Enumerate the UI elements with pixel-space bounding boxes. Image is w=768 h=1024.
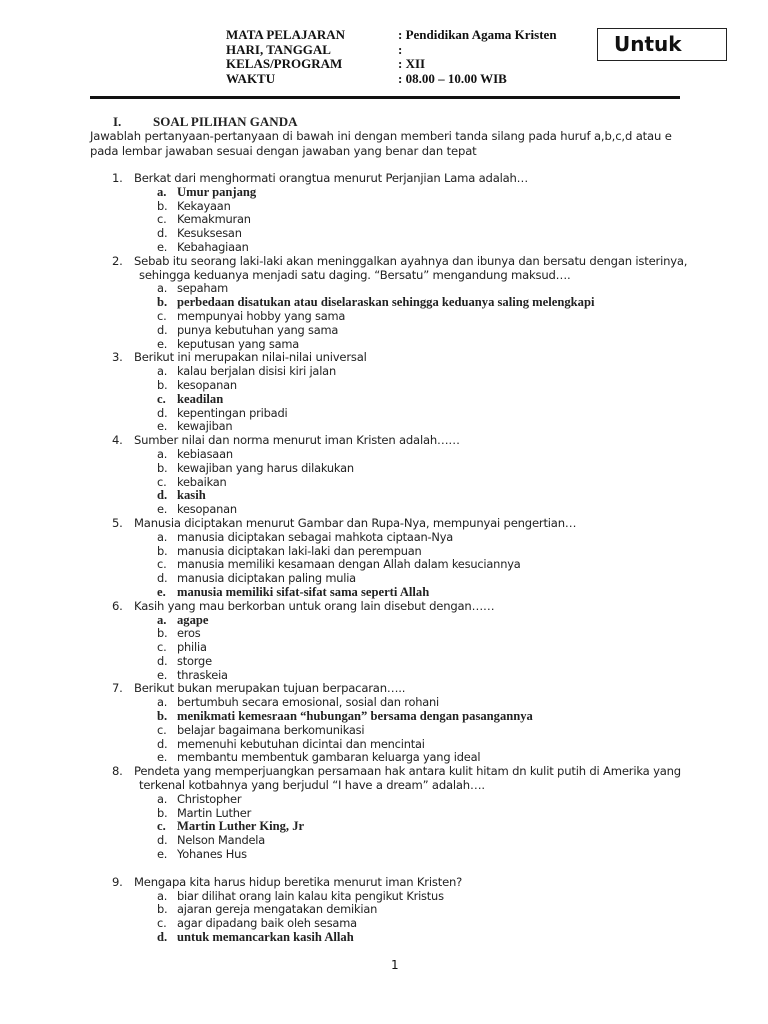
- answer-option: [90, 310, 690, 324]
- answer-option: [90, 503, 690, 517]
- question-number: 7.: [112, 681, 123, 696]
- option-text: Christopher: [177, 791, 242, 806]
- option-letter: b.: [157, 805, 168, 820]
- option-text: memenuhi kebutuhan dicintai dan mencintai: [177, 736, 425, 751]
- answer-option: [90, 751, 690, 765]
- option-text: keadilan: [177, 391, 224, 406]
- question-line: [90, 765, 690, 779]
- question-text: Sebab itu seorang laki-laki akan meninggalkan ayahnya dan ibunya dan bersatu dengan isterinya,: [134, 253, 688, 268]
- option-letter: d.: [157, 322, 168, 337]
- option-text: manusia diciptakan sebagai mahkota ciptaan-Nya: [177, 529, 454, 544]
- option-text: manusia diciptakan laki-laki dan perempuan: [177, 543, 422, 558]
- option-letter: b.: [157, 460, 168, 475]
- option-letter: d.: [157, 833, 168, 848]
- option-letter: e.: [157, 847, 168, 862]
- page-number: 1: [391, 958, 399, 972]
- option-text: kesopanan: [177, 377, 237, 392]
- option-text: manusia memiliki kesamaan dengan Allah dalam kesuciannya: [177, 557, 521, 572]
- answer-option: [90, 669, 690, 683]
- answer-option-correct: [90, 489, 690, 503]
- section-title-text: SOAL PILIHAN GANDA: [153, 114, 298, 129]
- answer-option: [90, 903, 690, 917]
- answer-option: [90, 572, 690, 586]
- question-item: [90, 172, 690, 255]
- answer-option: [90, 558, 690, 572]
- answer-option: [90, 793, 690, 807]
- answer-option: [90, 448, 690, 462]
- answer-option: [90, 227, 690, 241]
- answer-option: [90, 379, 690, 393]
- answer-option: [90, 917, 690, 931]
- header-label: WAKTU: [226, 70, 276, 86]
- question-line: [90, 876, 690, 890]
- option-text: Kemakmuran: [177, 212, 251, 227]
- question-number: 1.: [112, 171, 123, 185]
- option-text: storge: [177, 653, 212, 668]
- header-row-class: [226, 57, 596, 72]
- question-number: 3.: [112, 350, 123, 365]
- answer-option: [90, 724, 690, 738]
- answer-option: [90, 338, 690, 352]
- option-letter: c.: [157, 391, 166, 406]
- option-text: kewajiban: [177, 419, 233, 434]
- option-text: menikmati kemesraan “hubungan” bersama dengan pasangannya: [177, 709, 533, 724]
- question-item: [90, 765, 690, 862]
- question-text: Berikut bukan merupakan tujuan berpacaran…..: [134, 681, 406, 696]
- answer-option-correct: [90, 393, 690, 407]
- answer-option: [90, 200, 690, 214]
- option-letter: b.: [157, 295, 168, 310]
- question-line: [90, 600, 690, 614]
- option-text: Kesuksesan: [177, 226, 242, 241]
- question-text: Pendeta yang memperjuangkan persamaan hak antara kulit hitam dn kulit putih di Amerika yang: [134, 764, 681, 779]
- option-text: Martin Luther: [177, 805, 252, 820]
- option-text: manusia memiliki sifat-sifat sama seperti Allah: [177, 584, 430, 599]
- answer-option-correct: [90, 586, 690, 600]
- option-letter: c.: [157, 916, 167, 931]
- question-line: [90, 517, 690, 531]
- question-text: Mengapa kita harus hidup beretika menurut iman Kristen?: [134, 874, 463, 889]
- option-letter: d.: [157, 930, 168, 945]
- answer-option: [90, 890, 690, 904]
- header-row-date: [226, 43, 596, 58]
- option-text: keputusan yang sama: [177, 336, 300, 351]
- option-letter: d.: [157, 488, 168, 503]
- answer-option: [90, 420, 690, 434]
- option-text: kasih: [177, 488, 206, 503]
- option-letter: d.: [157, 653, 168, 668]
- option-text: kebaikan: [177, 474, 227, 489]
- question-item: [90, 682, 690, 765]
- question-text: Manusia diciptakan menurut Gambar dan Rupa-Nya, mempunyai pengertian…: [134, 515, 577, 530]
- answer-option: [90, 655, 690, 669]
- option-text: perbedaan disatukan atau diselaraskan sehingga keduanya saling melengkapi: [177, 295, 595, 310]
- question-item: [90, 600, 690, 683]
- question-number: 6.: [112, 598, 123, 613]
- question-item: [90, 255, 690, 352]
- section-title: [90, 114, 690, 129]
- answer-option: [90, 462, 690, 476]
- option-text: Nelson Mandela: [177, 833, 266, 848]
- option-letter: e.: [157, 667, 168, 682]
- answer-option: [90, 834, 690, 848]
- answer-option: [90, 213, 690, 227]
- header-label: HARI, TANGGAL: [226, 41, 331, 57]
- option-text: kalau berjalan disisi kiri jalan: [177, 364, 336, 379]
- option-letter: e.: [157, 750, 168, 765]
- option-letter: c.: [157, 212, 167, 227]
- option-text: Martin Luther King, Jr: [177, 819, 305, 834]
- option-letter: a.: [157, 791, 168, 806]
- option-text: kebiasaan: [177, 446, 233, 461]
- answer-option-correct: [90, 820, 690, 834]
- option-text: bertumbuh secara emosional, sosial dan rohani: [177, 695, 440, 710]
- option-letter: e.: [157, 419, 168, 434]
- answer-option: [90, 641, 690, 655]
- option-letter: c.: [157, 819, 166, 834]
- option-letter: a.: [157, 529, 168, 544]
- option-text: Kekayaan: [177, 198, 231, 213]
- option-text: philia: [177, 640, 207, 655]
- question-line: [90, 255, 690, 269]
- option-letter: e.: [157, 239, 168, 254]
- option-letter: b.: [157, 543, 168, 558]
- option-letter: c.: [157, 722, 167, 737]
- option-letter: a.: [157, 612, 167, 627]
- answer-option: [90, 282, 690, 296]
- answer-option: [90, 696, 690, 710]
- option-text: belajar bagaimana berkomunikasi: [177, 722, 365, 737]
- question-line: [90, 779, 690, 793]
- question-line: [90, 351, 690, 365]
- option-letter: b.: [157, 709, 168, 724]
- question-line: [90, 682, 690, 696]
- question-text: Berkat dari menghormati orangtua menurut Perjanjian Lama adalah…: [134, 171, 529, 185]
- option-text: agar dipadang baik oleh sesama: [177, 916, 357, 931]
- answer-option: [90, 241, 690, 255]
- option-letter: b.: [157, 198, 168, 213]
- option-letter: a.: [157, 695, 168, 710]
- answer-option: [90, 531, 690, 545]
- question-text: Berikut ini merupakan nilai-nilai universal: [134, 350, 367, 365]
- spacer: [90, 862, 690, 876]
- option-letter: e.: [157, 502, 168, 517]
- section-number: I.: [113, 114, 122, 129]
- option-letter: b.: [157, 377, 168, 392]
- option-text: agape: [177, 612, 209, 627]
- question-number: 5.: [112, 515, 123, 530]
- option-text: kewajiban yang harus dilakukan: [177, 460, 354, 475]
- option-letter: e.: [157, 336, 168, 351]
- option-text: mempunyai hobby yang sama: [177, 308, 346, 323]
- option-text: Umur panjang: [177, 184, 257, 199]
- exam-header: [226, 28, 596, 86]
- option-letter: d.: [157, 571, 168, 586]
- answer-option-correct: [90, 186, 690, 200]
- option-text: eros: [177, 626, 201, 641]
- answer-option: [90, 807, 690, 821]
- option-text: punya kebutuhan yang sama: [177, 322, 339, 337]
- question-number: 9.: [112, 874, 123, 889]
- exam-content: [90, 114, 690, 945]
- untuk-box: Untuk: [597, 28, 727, 61]
- instructions-text: Jawablah pertanyaan-pertanyaan di bawah ini dengan memberi tanda silang pada huruf a,b,c,d atau e pada lembar jawaban sesuai dengan jawaban yang benar dan tepat: [90, 129, 672, 158]
- option-letter: a.: [157, 281, 168, 296]
- header-row-subject: [226, 28, 596, 43]
- header-value: : XII: [398, 56, 426, 71]
- question-text: sehingga keduanya menjadi satu daging. “Bersatu” mengandung maksud….: [139, 267, 571, 282]
- option-text: kesopanan: [177, 502, 237, 517]
- option-letter: c.: [157, 474, 167, 489]
- question-number: 8.: [112, 764, 123, 779]
- question-number: 4.: [112, 433, 123, 448]
- answer-option-correct: [90, 296, 690, 310]
- header-label: MATA PELAJARAN: [226, 27, 346, 42]
- option-text: ajaran gereja mengatakan demikian: [177, 902, 378, 917]
- option-text: biar dilihat orang lain kalau kita pengikut Kristus: [177, 888, 444, 903]
- option-text: kepentingan pribadi: [177, 405, 288, 420]
- option-letter: c.: [157, 308, 167, 323]
- answer-option: [90, 324, 690, 338]
- question-line: [90, 434, 690, 448]
- answer-option: [90, 407, 690, 421]
- answer-option-correct: [90, 710, 690, 724]
- question-item: [90, 876, 690, 945]
- question-line: [90, 269, 690, 283]
- option-letter: d.: [157, 405, 168, 420]
- option-letter: d.: [157, 736, 168, 751]
- answer-option: [90, 365, 690, 379]
- question-text: terkenal kotbahnya yang berjudul “I have a dream” adalah….: [139, 778, 485, 793]
- answer-option: [90, 627, 690, 641]
- header-label: KELAS/PROGRAM: [226, 56, 343, 71]
- option-text: sepaham: [177, 281, 229, 296]
- option-letter: d.: [157, 226, 168, 241]
- answer-option-correct: [90, 931, 690, 945]
- option-letter: c.: [157, 640, 167, 655]
- question-item: [90, 351, 690, 434]
- header-value: : 08.00 – 10.00 WIB: [398, 70, 507, 86]
- answer-option: [90, 545, 690, 559]
- question-line: [90, 172, 690, 186]
- option-letter: a.: [157, 446, 168, 461]
- option-letter: a.: [157, 364, 168, 379]
- header-value: :: [398, 41, 403, 57]
- option-letter: e.: [157, 584, 166, 599]
- header-value: : Pendidikan Agama Kristen: [398, 27, 557, 42]
- answer-option: [90, 476, 690, 490]
- answer-option: [90, 738, 690, 752]
- header-divider: [90, 96, 680, 99]
- option-text: untuk memancarkan kasih Allah: [177, 930, 354, 945]
- question-text: Sumber nilai dan norma menurut iman Kristen adalah……: [134, 433, 460, 448]
- question-item: [90, 517, 690, 600]
- option-text: Kebahagiaan: [177, 239, 249, 254]
- option-letter: b.: [157, 902, 168, 917]
- option-letter: a.: [157, 184, 167, 199]
- answer-option-correct: [90, 614, 690, 628]
- question-list: [90, 172, 690, 945]
- option-text: membantu membentuk gambaran keluarga yang ideal: [177, 750, 481, 765]
- option-letter: b.: [157, 626, 168, 641]
- question-item: [90, 434, 690, 517]
- question-number: 2.: [112, 253, 123, 268]
- option-text: thraskeia: [177, 667, 228, 682]
- option-text: Yohanes Hus: [177, 847, 247, 862]
- answer-option: [90, 848, 690, 862]
- option-text: manusia diciptakan paling mulia: [177, 571, 356, 586]
- option-letter: c.: [157, 557, 167, 572]
- question-text: Kasih yang mau berkorban untuk orang lain disebut dengan……: [134, 598, 495, 613]
- option-letter: a.: [157, 888, 168, 903]
- header-row-time: [226, 72, 596, 87]
